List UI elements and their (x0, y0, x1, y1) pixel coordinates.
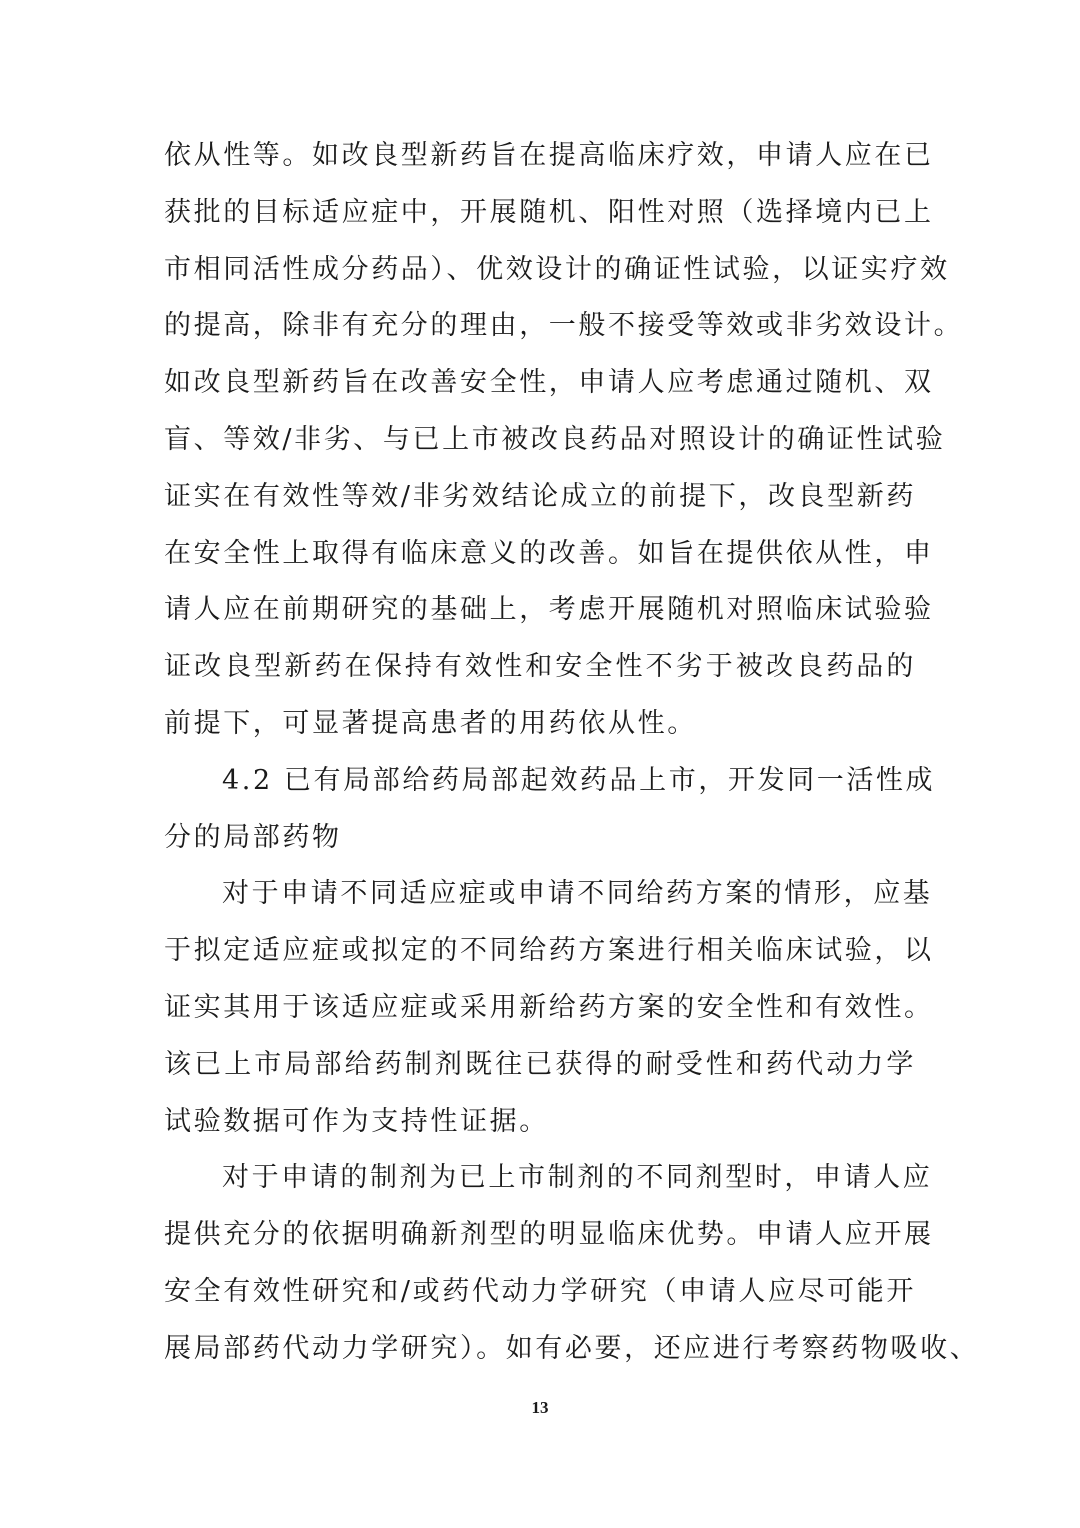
text-line: 证实在有效性等效/非劣效结论成立的前提下，改良型新药 (164, 480, 916, 512)
section-heading-line: 4.2 已有局部给药局部起效药品上市，开发同一活性成 (222, 764, 936, 796)
text-line: 前提下，可显著提高患者的用药依从性。 (164, 707, 697, 739)
text-line: 的提高，除非有充分的理由，一般不接受等效或非劣效设计。 (164, 310, 964, 342)
text-line: 提供充分的依据明确新剂型的明显临床优势。申请人应开展 (164, 1219, 934, 1251)
text-line: 获批的目标适应症中，开展随机、阳性对照（选择境内已上 (164, 196, 934, 228)
text-line: 依从性等。如改良型新药旨在提高临床疗效，申请人应在已 (164, 140, 934, 171)
text-line: 市相同活性成分药品）、优效设计的确证性试验，以证实疗效 (164, 253, 950, 285)
text-line: 该已上市局部给药制剂既往已获得的耐受性和药代动力学 (164, 1048, 916, 1080)
text-line: 于拟定适应症或拟定的不同给药方案进行相关临床试验，以 (164, 935, 934, 967)
body-text (164, 128, 980, 1378)
page-number: 13 (531, 1398, 549, 1417)
text-line: 证实其用于该适应症或采用新给药方案的安全性和有效性。 (164, 991, 934, 1023)
text-line: 对于申请的制剂为已上市制剂的不同剂型时，申请人应 (222, 1162, 933, 1194)
section-heading-line: 分的局部药物 (164, 821, 342, 853)
text-line: 对于申请不同适应症或申请不同给药方案的情形，应基 (222, 878, 933, 910)
text-line: 证改良型新药在保持有效性和安全性不劣于被改良药品的 (164, 651, 916, 683)
text-line: 安全有效性研究和/或药代动力学研究（申请人应尽可能开 (164, 1275, 916, 1307)
text-line: 请人应在前期研究的基础上，考虑开展随机对照临床试验验 (164, 594, 934, 626)
text-line: 在安全性上取得有临床意义的改善。如旨在提供依从性，申 (164, 537, 934, 569)
text-line: 展局部药代动力学研究）。如有必要，还应进行考察药物吸收、 (164, 1332, 980, 1364)
text-line: 盲、等效/非劣、与已上市被改良药品对照设计的确证性试验 (164, 423, 946, 455)
text-line: 试验数据可作为支持性证据。 (164, 1105, 549, 1137)
text-line: 如改良型新药旨在改善安全性，申请人应考虑通过随机、双 (164, 367, 934, 399)
